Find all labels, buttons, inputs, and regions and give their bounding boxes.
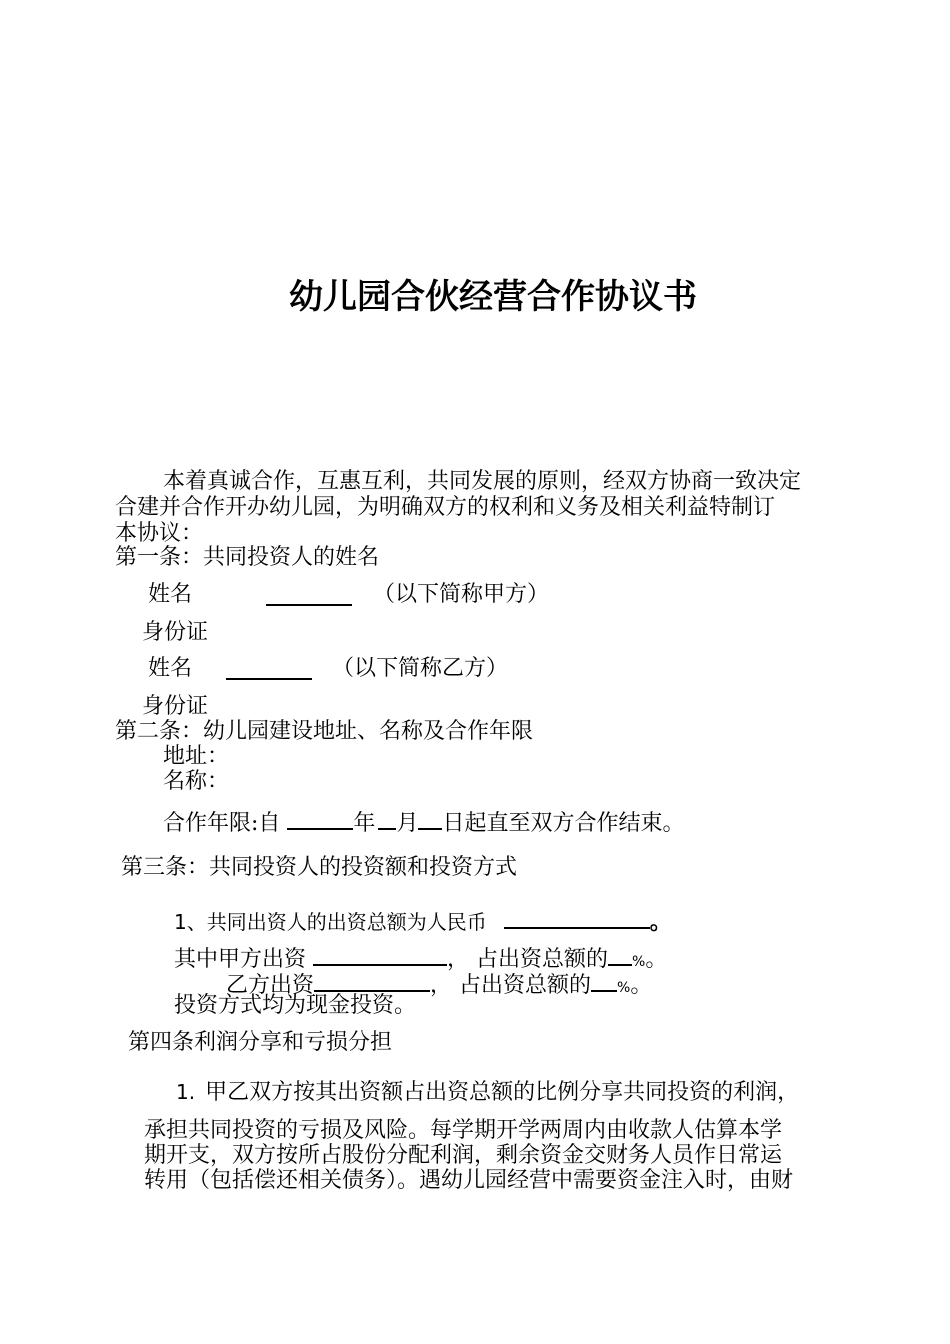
term-month-field — [378, 806, 396, 830]
party-a-share-field — [608, 942, 632, 966]
party-a-investment-field — [313, 942, 447, 966]
party-a-percent: % — [632, 954, 646, 970]
total-investment-line — [174, 905, 672, 936]
term-year-field — [287, 806, 353, 830]
article-4-line-1-text: 甲乙双方按其出资额占出资总额的比例分享共同投资的利润， — [205, 1080, 800, 1105]
article-4-heading: 第四条利润分享和亏损分担 — [128, 1030, 393, 1055]
party-a-name-field — [266, 582, 352, 613]
party-a-period: 。 — [645, 947, 668, 972]
investment-method: 投资方式均为现金投资。 — [174, 993, 417, 1018]
party-a-name-label: 姓名 — [148, 582, 193, 607]
total-investment-label: 1、共同出资人的出资总额为人民币 — [174, 910, 487, 934]
kindergarten-name-label: 名称： — [163, 769, 230, 794]
intro-line-2: 合建并合作开办幼儿园，为明确双方的权利和义务及相关利益特制订 — [115, 495, 776, 520]
article-4-line-3: 期开支，双方按所占股份分配利润，剩余资金交财务人员作日常运 — [144, 1143, 783, 1168]
party-a-share-label: ， 占出资总额的 — [447, 947, 609, 972]
term-day-suffix: 日起直至双方合作结束。 — [442, 811, 685, 836]
article-4-item-1-line-1 — [176, 1079, 799, 1106]
article-4-item-number: 1. — [176, 1080, 196, 1104]
article-2-heading: 第二条：幼儿园建设地址、名称及合作年限 — [115, 719, 534, 744]
party-b-share-field — [591, 968, 617, 992]
party-b-note: （以下简称乙方） — [332, 656, 509, 681]
party-a-investment-label: 其中甲方出资 — [174, 947, 307, 972]
party-b-name-field — [226, 656, 312, 687]
party-a-id-label: 身份证 — [142, 620, 209, 645]
party-b-percent: % — [617, 980, 631, 996]
party-b-name-label: 姓名 — [148, 656, 193, 681]
intro-line-3: 本协议： — [115, 521, 204, 546]
total-investment-field — [504, 905, 650, 929]
article-4-line-4: 转用（包括偿还相关债务）。遇幼儿园经营中需要资金注入时，由财 — [144, 1168, 794, 1193]
party-b-period: 。 — [630, 973, 653, 998]
intro-line-1: 本着真诚合作，互惠互利，共同发展的原则，经双方协商一致决定 — [163, 469, 802, 494]
party-b-id-label: 身份证 — [142, 694, 209, 719]
term-prefix: 合作年限:自 — [163, 811, 281, 836]
document-title: 幼儿园合伙经营合作协议书 — [289, 277, 697, 317]
party-b-share-label: ， 占出资总额的 — [430, 973, 592, 998]
article-4-line-2: 承担共同投资的亏损及风险。每学期开学两周内由收款人估算本学 — [144, 1118, 783, 1143]
article-3-heading: 第三条：共同投资人的投资额和投资方式 — [121, 855, 518, 880]
party-b-investment-field — [314, 968, 430, 992]
party-a-note: （以下简称甲方） — [373, 582, 550, 607]
party-b-investment-label: 乙方出资 — [226, 973, 315, 998]
term-year-label: 年 — [353, 811, 376, 836]
address-label: 地址： — [163, 744, 230, 769]
term-month-label: 月 — [396, 811, 419, 836]
term-day-field — [418, 806, 442, 830]
article-1-heading: 第一条：共同投资人的姓名 — [115, 545, 380, 570]
term-line — [163, 806, 684, 837]
total-investment-end: 。 — [649, 909, 672, 935]
